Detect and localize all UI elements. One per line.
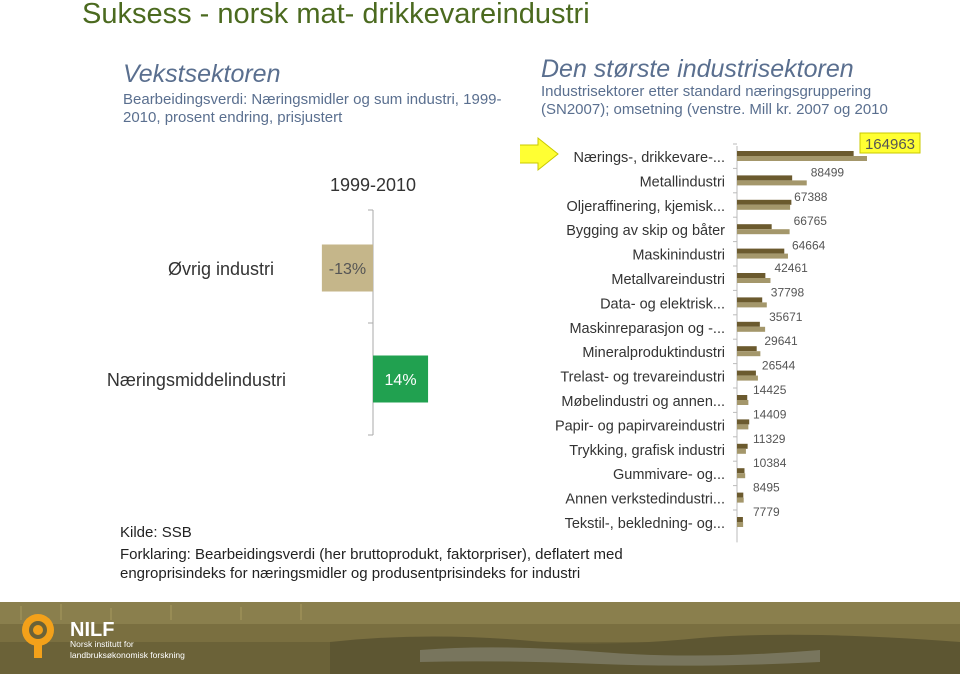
value-label: 37798 xyxy=(770,285,805,300)
source-note: Kilde: SSB xyxy=(120,524,192,541)
bar-2007 xyxy=(737,517,743,522)
sector-turnover-bar-chart xyxy=(520,130,940,550)
bar-2007 xyxy=(737,322,760,327)
value-label: 14425 xyxy=(753,383,787,397)
sector-label: Møbelindustri og annen... xyxy=(561,394,725,410)
value-label: 88499 xyxy=(810,165,845,180)
value-label: 64664 xyxy=(791,238,826,253)
sector-label: Metallvareindustri xyxy=(611,272,725,288)
sector-label: Trykking, grafisk industri xyxy=(569,442,725,459)
bar-2010 xyxy=(737,278,770,283)
bar-2010 xyxy=(737,156,867,161)
sector-label: Tekstil-, bekledning- og... xyxy=(564,516,725,532)
bar-2007 xyxy=(737,468,744,473)
bar-2010 xyxy=(737,473,745,478)
bar-2010 xyxy=(737,449,746,454)
category-label: Næringsmiddelindustri xyxy=(106,370,286,390)
bar-2010 xyxy=(737,400,748,405)
sector-label: Data- og elektrisk... xyxy=(600,296,725,313)
bar-2010 xyxy=(737,424,748,429)
value-label: 42461 xyxy=(774,261,808,275)
highlight-arrow-icon xyxy=(520,138,558,170)
bar-2007 xyxy=(737,419,749,424)
bar-2010 xyxy=(737,205,790,210)
logo-line-1: Norsk institutt for xyxy=(70,639,134,649)
growth-value-label: -13% xyxy=(328,261,367,278)
left-panel-subheading: Bearbeidingsverdi: Næringsmidler og sum industri, 1999-2010, prosent endring, prisjustert xyxy=(123,91,502,126)
bar-2007 xyxy=(737,444,748,449)
bar-2007 xyxy=(737,371,756,376)
right-panel-subheading: Industrisektorer etter standard næringsgruppering (SN2007); omsetning (venstre. Mill kr. 2007 og 2010 xyxy=(541,83,888,118)
bar-2010 xyxy=(737,254,788,259)
bar-2007 xyxy=(737,493,743,498)
bar-2007 xyxy=(737,395,747,400)
sector-label: Papir- og papirvareindustri xyxy=(554,418,725,435)
nilf-logo xyxy=(14,608,194,669)
sector-label: Mineralproduktindustri xyxy=(582,345,725,362)
value-label: 14409 xyxy=(753,407,787,422)
sector-label: Nærings-, drikkevare-... xyxy=(573,150,725,166)
sector-label: Maskinindustri xyxy=(632,247,725,264)
page-title: Suksess - norsk mat- drikkevareindustri xyxy=(82,0,590,30)
value-label: 26544 xyxy=(761,358,796,373)
bar-2007 xyxy=(737,151,854,156)
value-label: 11329 xyxy=(753,431,786,446)
bar-2007 xyxy=(737,297,762,302)
logo-line-2: landbruksøkonomisk forskning xyxy=(70,650,185,660)
sector-label: Oljeraffinering, kjemisk... xyxy=(566,198,725,215)
value-label: 8495 xyxy=(753,480,780,495)
right-panel-heading: Den største industrisektoren xyxy=(541,55,854,83)
value-label: 67388 xyxy=(794,189,828,204)
bar-2010 xyxy=(737,498,744,503)
bar-2010 xyxy=(737,327,765,332)
value-label: 7779 xyxy=(753,505,780,519)
bar-2007 xyxy=(737,249,784,254)
sector-label: Trelast- og trevareindustri xyxy=(560,369,725,386)
sector-label: Maskinreparasjon og -... xyxy=(569,320,725,337)
bar-2007 xyxy=(737,224,772,229)
bar-2007 xyxy=(737,273,765,278)
bar-2010 xyxy=(737,351,760,356)
sector-label: Metallindustri xyxy=(639,174,725,191)
sector-label: Annen verkstedindustri... xyxy=(565,491,725,508)
bar-2007 xyxy=(737,200,791,205)
bar-2010 xyxy=(737,180,807,185)
category-label: Øvrig industri xyxy=(167,259,274,279)
bar-2010 xyxy=(737,229,790,234)
value-label: 10384 xyxy=(753,456,787,471)
bar-2007 xyxy=(737,346,757,351)
value-label: 164963 xyxy=(864,136,916,153)
nilf-logo-icon xyxy=(14,608,194,664)
growth-value-label: 14% xyxy=(384,372,417,389)
value-label: 35671 xyxy=(769,309,803,324)
sector-label: Gummivare- og... xyxy=(613,467,725,484)
bar-2010 xyxy=(737,522,743,527)
sector-label: Bygging av skip og båter xyxy=(566,223,725,240)
logo-name: NILF xyxy=(70,619,115,641)
value-label: 29641 xyxy=(764,334,798,349)
chart-title: 1999-2010 xyxy=(329,175,417,195)
bar-2010 xyxy=(737,376,758,381)
bar-2007 xyxy=(737,175,792,180)
value-label: 66765 xyxy=(793,214,827,229)
explanation-note: Forklaring: Bearbeidingsverdi (her bruttoprodukt, faktorpriser), deflatert med engroprisindeks for næringsmidler og produsentprisindeks for industri xyxy=(120,546,623,582)
left-panel-heading: Vekstsektoren xyxy=(123,60,281,88)
bar-2010 xyxy=(737,302,767,307)
growth-bar-chart xyxy=(0,160,500,450)
